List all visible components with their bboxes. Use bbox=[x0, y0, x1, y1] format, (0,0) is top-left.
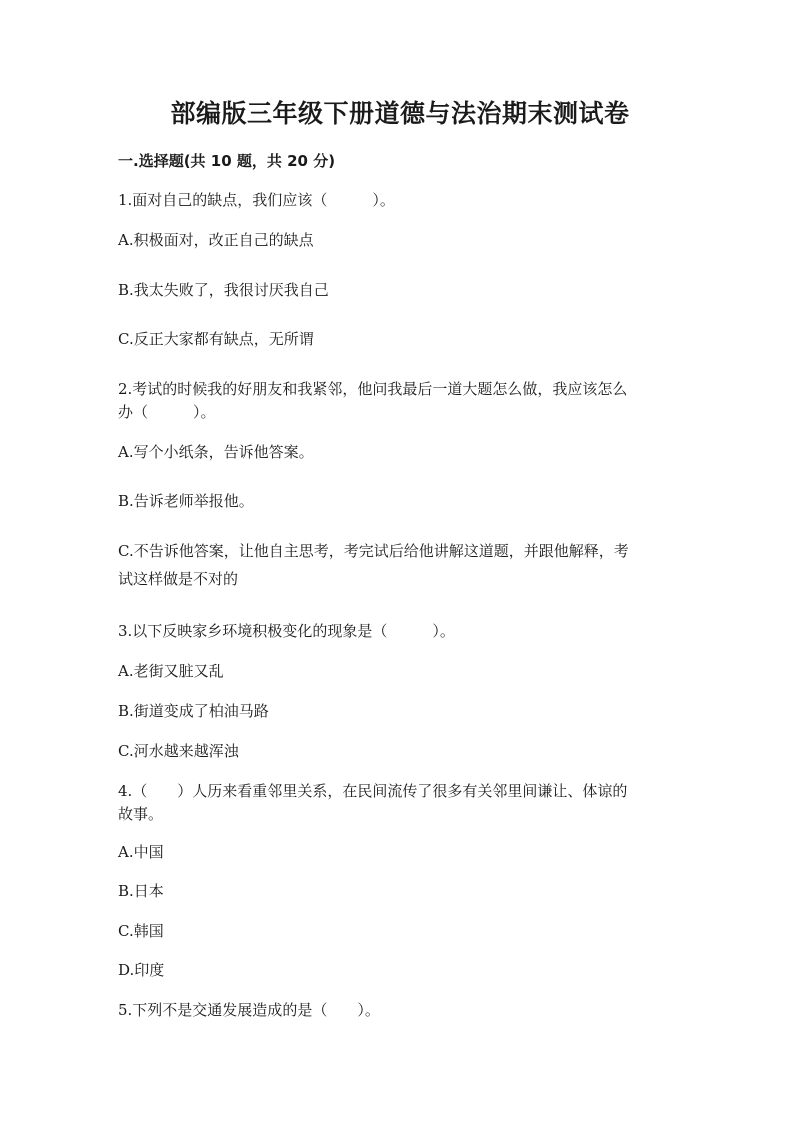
question-1-option-c: C.反正大家都有缺点，无所谓 bbox=[118, 330, 314, 348]
question-1-option-b: B.我太失败了，我很讨厌我自己 bbox=[118, 281, 329, 299]
question-3-option-c: C.河水越来越浑浊 bbox=[118, 742, 239, 760]
question-5-stem: 5.下列不是交通发展造成的是（ ）。 bbox=[118, 1001, 380, 1019]
question-4-stem-line-1: 4.（ ）人历来看重邻里关系，在民间流传了很多有关邻里间谦让、体谅的 bbox=[118, 782, 628, 800]
question-2-option-c-line-1: C.不告诉他答案，让他自主思考，考完试后给他讲解这道题，并跟他解释，考 bbox=[118, 542, 629, 560]
question-4-option-c: C.韩国 bbox=[118, 922, 164, 940]
question-4-stem-line-2: 故事。 bbox=[118, 805, 164, 823]
question-4-option-b: B.日本 bbox=[118, 882, 164, 900]
question-1-stem: 1.面对自己的缺点，我们应该（ ）。 bbox=[118, 191, 395, 209]
question-2-stem-line-2: 办（ ）。 bbox=[118, 403, 216, 421]
question-1-option-a: A.积极面对，改正自己的缺点 bbox=[118, 231, 314, 249]
question-3-stem: 3.以下反映家乡环境积极变化的现象是（ ）。 bbox=[118, 622, 455, 640]
question-2-option-c-line-2: 试这样做是不对的 bbox=[118, 570, 239, 588]
question-2-option-a: A.写个小纸条，告诉他答案。 bbox=[118, 443, 314, 461]
question-2-stem-line-1: 2.考试的时候我的好朋友和我紧邻，他问我最后一道大题怎么做，我应该怎么 bbox=[118, 380, 628, 398]
question-3-option-b: B.街道变成了柏油马路 bbox=[118, 702, 269, 720]
question-3-option-a: A.老街又脏又乱 bbox=[118, 662, 224, 680]
question-4-option-a: A.中国 bbox=[118, 843, 164, 861]
section-heading: 一.选择题(共 10 题，共 20 分) bbox=[118, 152, 336, 170]
question-4-option-d: D.印度 bbox=[118, 961, 165, 979]
page-title: 部编版三年级下册道德与法治期末测试卷 bbox=[170, 99, 630, 128]
question-2-option-b: B.告诉老师举报他。 bbox=[118, 492, 254, 510]
